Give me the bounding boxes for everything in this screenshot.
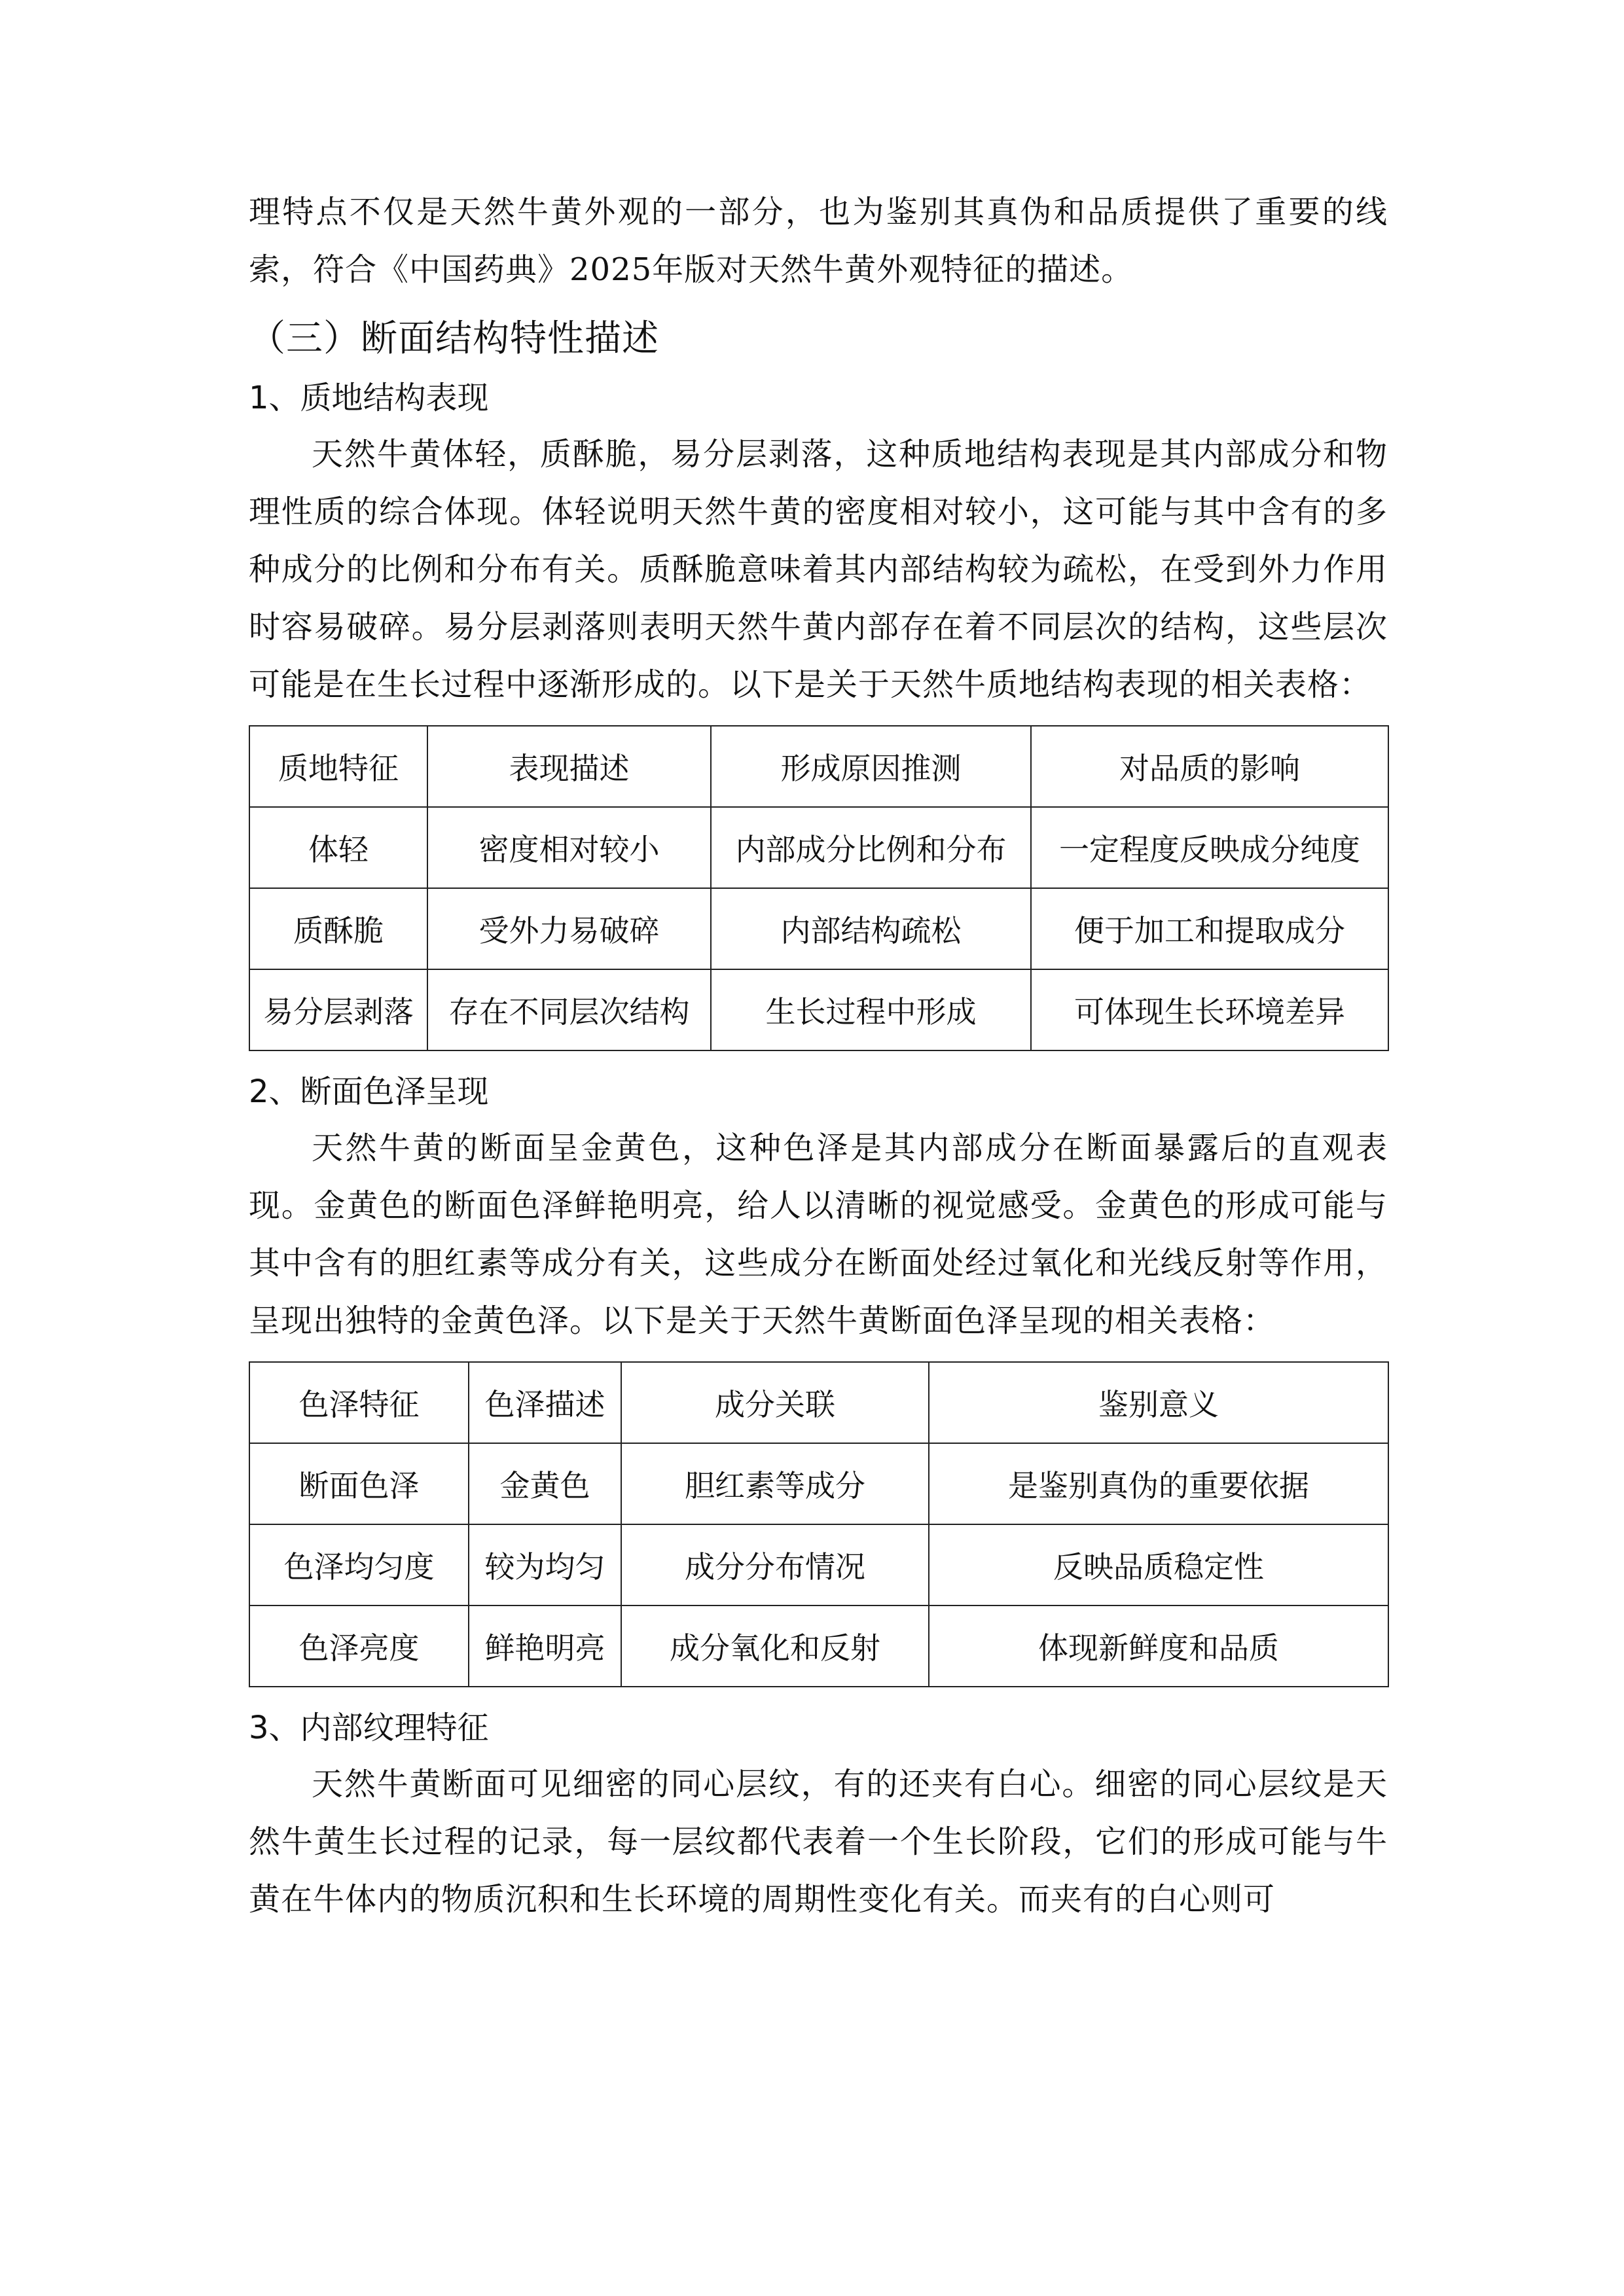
document-page bbox=[249, 183, 1388, 1928]
intro-paragraph: 理特点不仅是天然牛黄外观的一部分，也为鉴别其真伪和品质提供了重要的线索，符合《中国药典》2025年版对天然牛黄外观特征的描述。 bbox=[249, 194, 1388, 288]
table-cell: 便于加工和提取成分 bbox=[1031, 888, 1388, 969]
table-row bbox=[249, 888, 1388, 969]
table-header-cell: 表现描述 bbox=[427, 726, 711, 807]
table-header-row bbox=[249, 1362, 1388, 1443]
color-table bbox=[249, 1361, 1389, 1687]
subsection-paragraph-grain: 天然牛黄断面可见细密的同心层纹，有的还夹有白心。细密的同心层纹是天然牛黄生长过程的记录，每一层纹都代表着一个生长阶段，它们的形成可能与牛黄在牛体内的物质沉积和生长环境的周期性变化有关。而夹有的白心则可 bbox=[249, 1766, 1388, 1918]
subsection-paragraph-color: 天然牛黄的断面呈金黄色，这种色泽是其内部成分在断面暴露后的直观表现。金黄色的断面色泽鲜艳明亮，给人以清晰的视觉感受。金黄色的形成可能与其中含有的胆红素等成分有关，这些成分在断面处经过氧化和光线反射等作用，呈现出独特的金黄色泽。以下是关于天然牛黄断面色泽呈现的相关表格： bbox=[249, 1130, 1388, 1339]
table-cell: 鲜艳明亮 bbox=[469, 1605, 621, 1687]
table-cell: 反映品质稳定性 bbox=[929, 1524, 1388, 1605]
table-cell: 断面色泽 bbox=[249, 1443, 469, 1524]
table-row bbox=[249, 1524, 1388, 1605]
table-cell: 金黄色 bbox=[469, 1443, 621, 1524]
table-cell: 受外力易破碎 bbox=[427, 888, 711, 969]
table-header-cell: 鉴别意义 bbox=[929, 1362, 1388, 1443]
table-header-cell: 对品质的影响 bbox=[1031, 726, 1388, 807]
table-cell: 胆红素等成分 bbox=[621, 1443, 929, 1524]
table-cell: 易分层剥落 bbox=[249, 969, 427, 1050]
table-cell: 成分氧化和反射 bbox=[621, 1605, 929, 1687]
table-cell: 体轻 bbox=[249, 807, 427, 888]
table-header-cell: 成分关联 bbox=[621, 1362, 929, 1443]
table-row bbox=[249, 1443, 1388, 1524]
subsection-paragraph-texture: 天然牛黄体轻，质酥脆，易分层剥落，这种质地结构表现是其内部成分和物理性质的综合体现。体轻说明天然牛黄的密度相对较小，这可能与其中含有的多种成分的比例和分布有关。质酥脆意味着其内部结构较为疏松，在受到外力作用时容易破碎。易分层剥落则表明天然牛黄内部存在着不同层次的结构，这些层次可能是在生长过程中逐渐形成的。以下是关于天然牛质地结构表现的相关表格： bbox=[249, 436, 1388, 703]
table-header-row bbox=[249, 726, 1388, 807]
table-cell: 体现新鲜度和品质 bbox=[929, 1605, 1388, 1687]
table-cell: 存在不同层次结构 bbox=[427, 969, 711, 1050]
texture-table bbox=[249, 725, 1389, 1051]
table-cell: 色泽亮度 bbox=[249, 1605, 469, 1687]
table-row bbox=[249, 807, 1388, 888]
subsection-title-grain: 3、内部纹理特征 bbox=[249, 1710, 489, 1746]
table-cell: 较为均匀 bbox=[469, 1524, 621, 1605]
table-cell: 内部成分比例和分布 bbox=[711, 807, 1031, 888]
section-title: （三）断面结构特性描述 bbox=[249, 317, 659, 360]
table-cell: 生长过程中形成 bbox=[711, 969, 1031, 1050]
table-cell: 色泽均匀度 bbox=[249, 1524, 469, 1605]
table-header-cell: 色泽特征 bbox=[249, 1362, 469, 1443]
subsection-title-color: 2、断面色泽呈现 bbox=[249, 1073, 489, 1110]
table-cell: 内部结构疏松 bbox=[711, 888, 1031, 969]
table-header-cell: 质地特征 bbox=[249, 726, 427, 807]
table-cell: 成分分布情况 bbox=[621, 1524, 929, 1605]
table-row bbox=[249, 969, 1388, 1050]
table-header-cell: 色泽描述 bbox=[469, 1362, 621, 1443]
table-cell: 密度相对较小 bbox=[427, 807, 711, 888]
subsection-title-texture: 1、质地结构表现 bbox=[249, 380, 489, 416]
table-cell: 可体现生长环境差异 bbox=[1031, 969, 1388, 1050]
table-cell: 一定程度反映成分纯度 bbox=[1031, 807, 1388, 888]
table-header-cell: 形成原因推测 bbox=[711, 726, 1031, 807]
table-cell: 质酥脆 bbox=[249, 888, 427, 969]
table-cell: 是鉴别真伪的重要依据 bbox=[929, 1443, 1388, 1524]
table-row bbox=[249, 1605, 1388, 1687]
